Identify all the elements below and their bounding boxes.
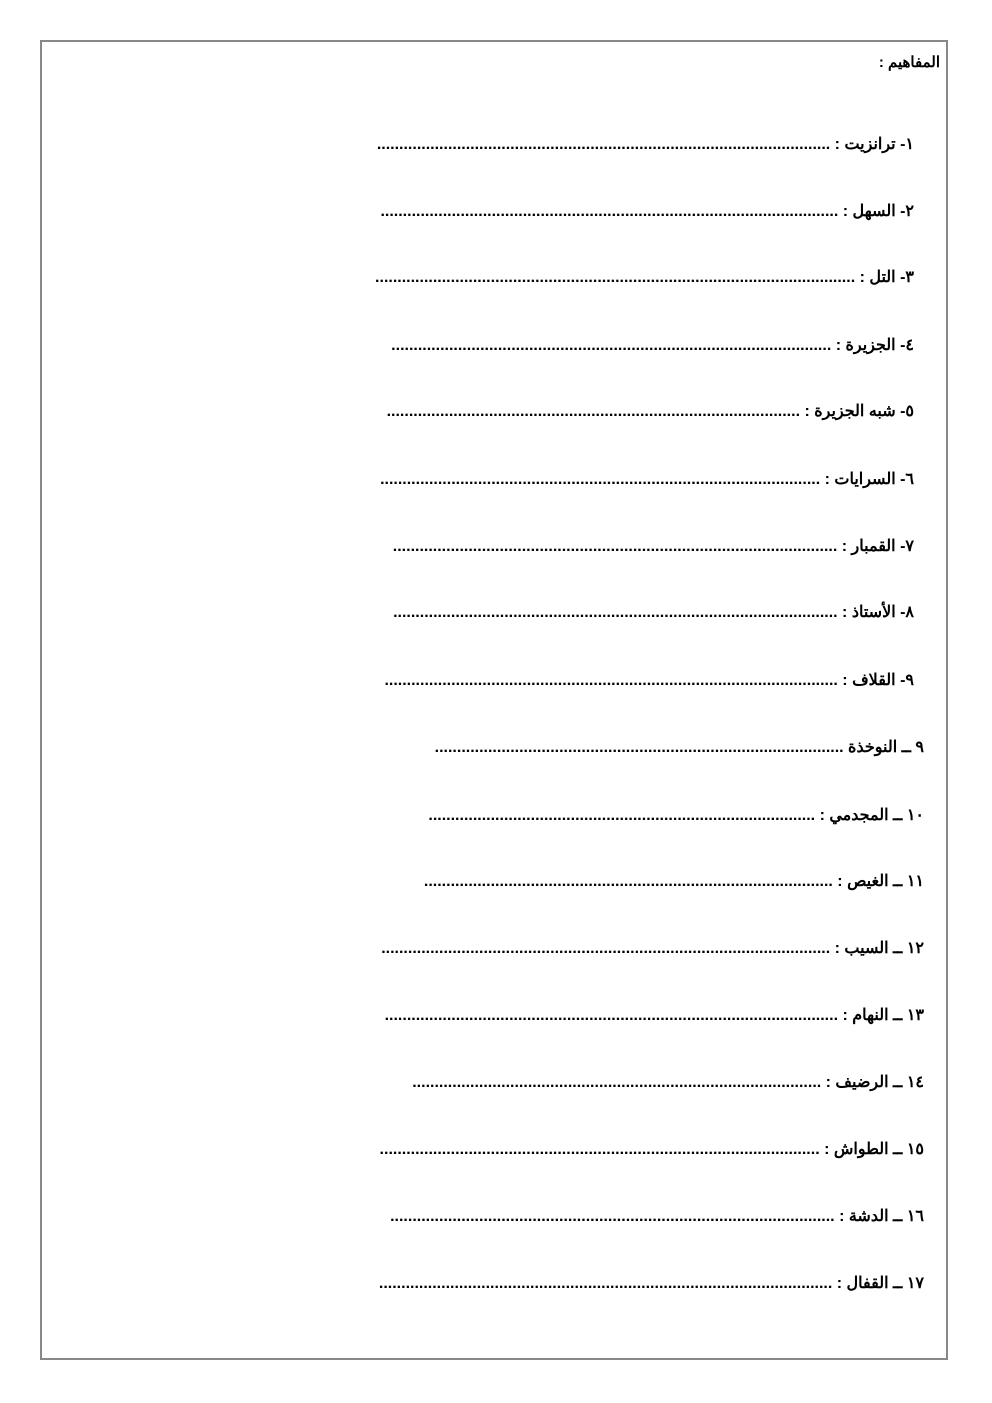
concept-label: ١٦ ــ الدشة : <box>834 1208 924 1225</box>
answer-blank[interactable]: ...................................................................................................... <box>384 672 838 689</box>
concept-label: ١٠ ــ المجدمي : <box>815 807 924 824</box>
concept-item <box>412 1073 924 1093</box>
answer-blank[interactable]: .................................................................................................... <box>390 1208 835 1225</box>
concept-label: ١٧ ــ القفال : <box>832 1275 924 1292</box>
concept-item <box>377 135 914 155</box>
page-title: المفاهيم : <box>878 54 940 71</box>
concept-label: ٤- الجزيرة : <box>831 337 914 354</box>
concept-label: ٩ ــ النوخذة <box>843 739 924 756</box>
concept-item <box>380 1140 924 1160</box>
concept-item <box>435 738 924 758</box>
concept-label: ٦- السرايات : <box>820 471 914 488</box>
answer-blank[interactable]: .................................................................................................... <box>393 604 838 621</box>
answer-blank[interactable]: ................................................................................................... <box>379 1141 820 1158</box>
answer-blank[interactable]: ............................................................................................. <box>386 403 801 420</box>
answer-blank[interactable]: ............................................................................................ <box>434 739 844 756</box>
concept-item <box>393 603 914 623</box>
concept-label: ١٤ ــ الرضيف : <box>821 1074 924 1091</box>
concept-item <box>393 537 914 557</box>
answer-blank[interactable]: ..................................................................................................... <box>381 940 831 957</box>
concept-label: ١- ترانزيت : <box>830 136 914 153</box>
answer-blank[interactable]: ...................................................................................................... <box>378 1275 833 1292</box>
concept-item <box>384 671 914 691</box>
concept-label: ٣- التل : <box>855 269 914 286</box>
concept-label: ١٢ ــ السيب : <box>830 940 924 957</box>
answer-blank[interactable]: ....................................................................................................... <box>380 203 839 220</box>
concept-label: ٨- الأستاذ : <box>837 604 914 621</box>
concept-label: ٩- القلاف : <box>837 672 914 689</box>
answer-blank[interactable]: ................................................................................................... <box>391 337 832 354</box>
concept-item <box>375 268 914 288</box>
answer-blank[interactable]: .................................................................................................... <box>392 538 838 555</box>
concept-label: ١١ ــ الغيص : <box>832 873 924 890</box>
concept-item <box>379 1274 924 1294</box>
answer-blank[interactable]: ............................................................................................................ <box>375 269 856 286</box>
answer-blank[interactable]: ............................................................................................ <box>412 1074 822 1091</box>
answer-blank[interactable]: ....................................................................................... <box>428 807 816 824</box>
concept-label: ٢- السهل : <box>838 203 914 220</box>
concept-item <box>380 470 914 490</box>
answer-blank[interactable]: ............................................................................................ <box>423 873 833 890</box>
concept-label: ٥- شبه الجزيرة : <box>800 403 914 420</box>
concept-item <box>387 402 914 422</box>
answer-blank[interactable]: ...................................................................................................... <box>384 1007 839 1024</box>
answer-blank[interactable]: ...................................................................................................... <box>376 136 831 153</box>
concept-item <box>380 202 914 222</box>
concept-item <box>385 1006 924 1026</box>
concept-item <box>391 336 914 356</box>
concept-item <box>424 872 924 892</box>
answer-blank[interactable]: ................................................................................................... <box>380 471 821 488</box>
concept-item <box>390 1207 924 1227</box>
concept-item <box>428 806 924 826</box>
concept-label: ١٥ ــ الطواش : <box>819 1141 924 1158</box>
concept-item <box>381 939 924 959</box>
concept-label: ١٣ ــ النهام : <box>838 1007 924 1024</box>
concept-label: ٧- القمبار : <box>837 538 914 555</box>
